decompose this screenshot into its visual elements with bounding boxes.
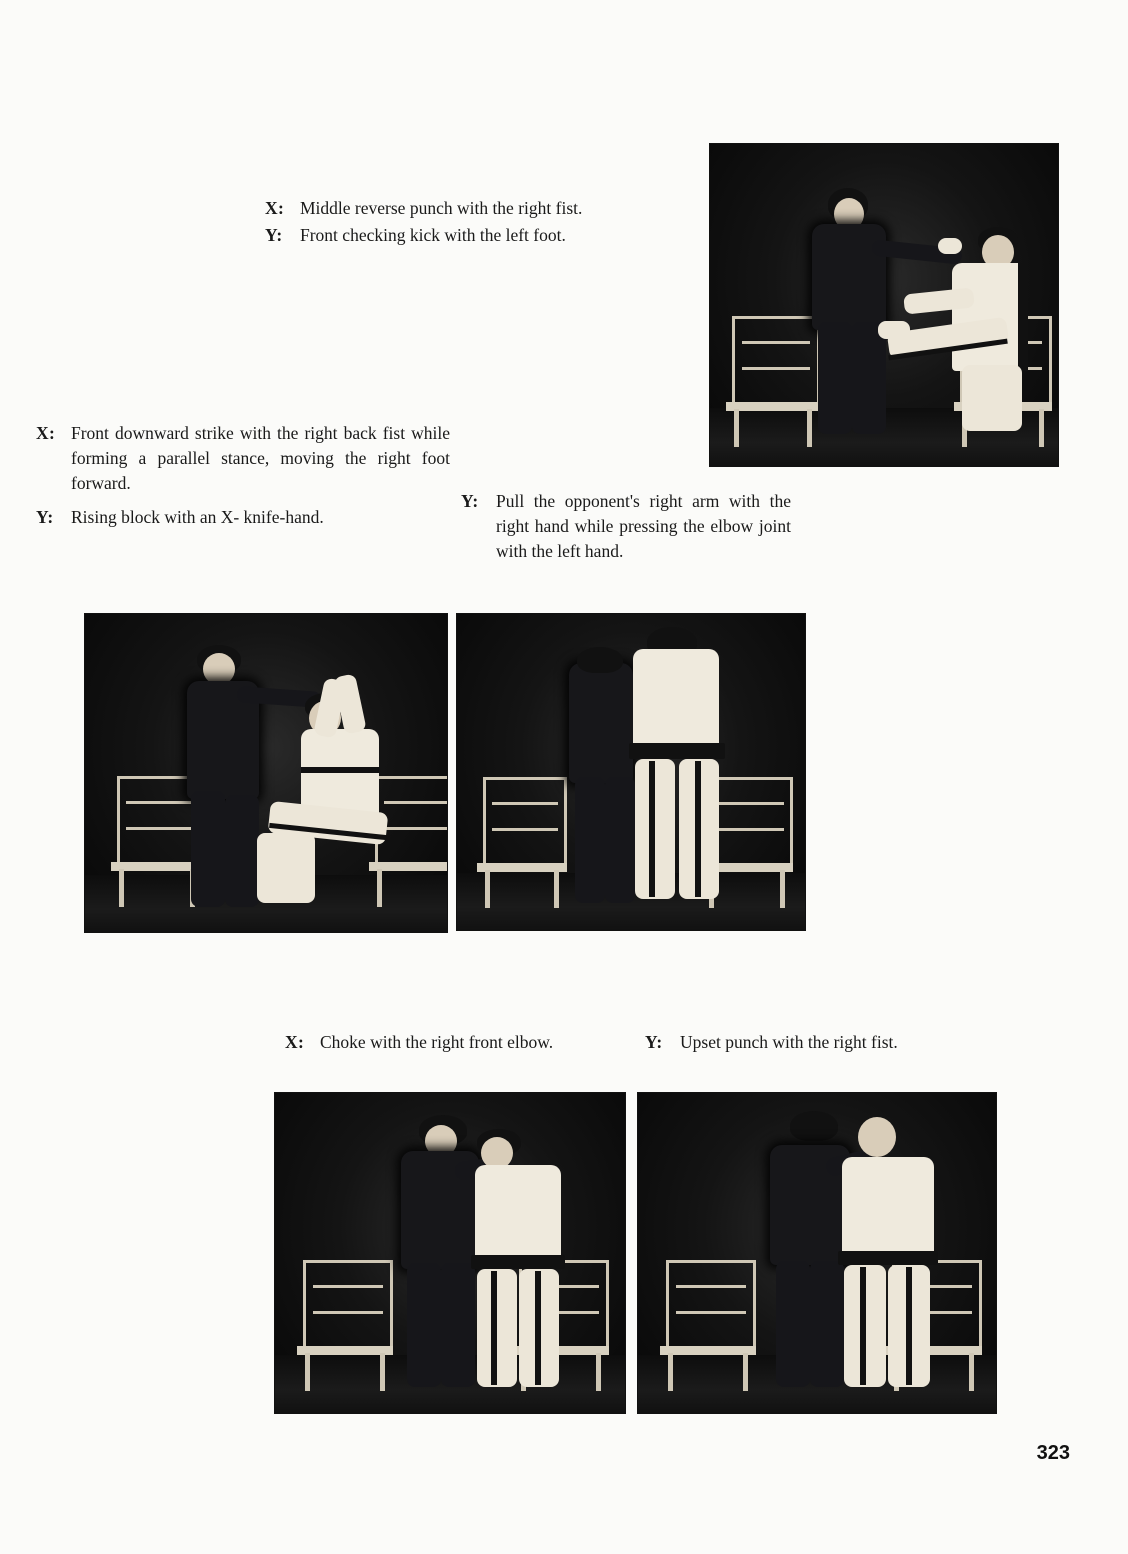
defender-figure <box>880 225 1040 440</box>
line-tag-y: Y: <box>461 491 479 511</box>
figure-photo-4 <box>274 1092 626 1414</box>
instruction-line <box>645 1030 975 1055</box>
instruction-line <box>265 196 671 221</box>
line-tag-y: Y: <box>36 506 54 527</box>
defender-figure <box>273 657 443 907</box>
text-block-bottom-left <box>285 1030 615 1055</box>
instruction-line <box>461 489 791 564</box>
instruction-line <box>36 421 450 496</box>
figure-photo-2 <box>84 613 448 933</box>
figure-photo-1 <box>709 143 1059 467</box>
defender-figure <box>623 627 751 905</box>
line-tag-x: X: <box>285 1032 305 1052</box>
instruction-line <box>285 1030 615 1055</box>
line-tag-x: X: <box>36 423 56 443</box>
defender-figure <box>471 1125 597 1387</box>
page-number: 323 <box>1036 1442 1070 1464</box>
line-text-y: Rising block with an X- knife-hand. <box>71 506 324 527</box>
line-text-y: Front checking kick with the left foot. <box>300 224 566 245</box>
line-text-y: Pull the opponent's right arm with the right hand while pressing the elbow joint with the left hand. <box>496 491 791 561</box>
instruction-line <box>36 505 450 530</box>
line-text-x: Middle reverse punch with the right fist. <box>300 198 583 218</box>
line-tag-x: X: <box>265 198 285 218</box>
text-block-bottom-right <box>645 1030 975 1055</box>
line-text-x: Front downward strike with the right back fist while forming a parallel stance, moving the right foot forward. <box>71 423 450 493</box>
figure-photo-5 <box>637 1092 997 1414</box>
text-block-top-right <box>265 196 671 248</box>
line-text-x: Choke with the right front elbow. <box>320 1032 554 1052</box>
text-block-middle-left <box>36 421 450 529</box>
defender-figure <box>836 1123 968 1387</box>
chair-left <box>666 1241 750 1391</box>
instruction-line <box>265 223 671 248</box>
chair-left <box>483 756 561 908</box>
line-tag-y: Y: <box>645 1032 663 1052</box>
line-tag-y: Y: <box>265 224 283 245</box>
line-text-y: Upset punch with the right fist. <box>680 1032 898 1052</box>
text-block-middle-right <box>461 489 791 564</box>
figure-photo-3 <box>456 613 806 931</box>
chair-left <box>303 1241 387 1391</box>
